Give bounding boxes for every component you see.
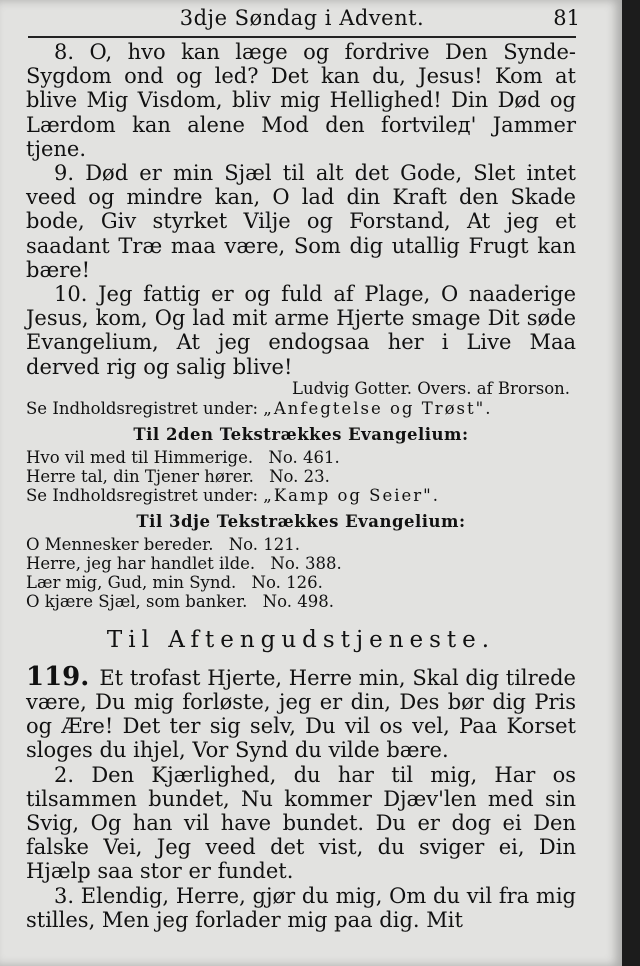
page-body [26, 40, 576, 932]
index-reference-topic: „Anfegtelse og Trøst". [263, 398, 493, 418]
hymn-attribution: Ludvig Gotter. Overs. af Brorson. [291, 378, 570, 398]
index-reference [26, 486, 576, 505]
hymn-ref-number: No. 121. [228, 534, 301, 554]
index-reference [26, 399, 576, 418]
section-2-heading: Til 2den Tekstrækkes Evangelium: [133, 424, 469, 444]
hymn-ref-title: Herre tal, din Tjener hører. [26, 466, 254, 486]
hymn-119-stanza-1-text: Et trofast Hjerte, Herre min, Skal dig tilrede være, Du mig forløste, jeg er din, Des bør dig Pris og Ære! Det ter sig selv, Du vil os vel, Paa Korset sloges du ihjel, Vor Synd du vilde bære. [26, 665, 576, 763]
index-reference-topic: „Kamp og Seier". [263, 485, 441, 505]
hymn-ref-number: No. 498. [262, 591, 334, 611]
hymn-number: 119. [26, 661, 90, 692]
list-item [26, 573, 576, 592]
hymn-119-stanza-1 [26, 661, 576, 763]
evening-service-heading: Til Aftengudstjeneste. [106, 626, 496, 653]
hymn-119-stanza-3: 3. Elendig, Herre, gjør du mig, Om du vil fra mig stilles, Men jeg forlader mig paa dig. Mit [26, 883, 576, 932]
hymn-ref-title: Hvo vil med til Himmerige. [26, 447, 254, 467]
list-item [26, 592, 576, 611]
page-header [28, 2, 580, 38]
hymn-119-stanza-2: 2. Den Kjærlighed, du har til mig, Har os tilsammen bundet, Nu kommer Djæv'len med sin Svig, Og han vil have bundet. Du er dog ei Den falske Vei, Jeg veed det vist, du sviger ei, Din Hjælp saa stor er fundet. [26, 762, 576, 884]
list-item [26, 467, 576, 486]
hymn-ref-number: No. 461. [268, 447, 340, 467]
stanza-8: 8. O, hvo kan læge og fordrive Den Synde-Sygdom ond og led? Det kan du, Jesus! Kom at blive Mig Visdom, bliv mig Hellighed! Din Død og Lærdom kan alene Mod den fortvilед' Jammer tjene. [26, 40, 576, 161]
section-3-heading: Til 3dje Tekstrækkes Evangelium: [136, 511, 466, 531]
hymn-ref-number: No. 126. [251, 572, 323, 592]
index-reference-prefix: Se Indholdsregistret under: [26, 485, 259, 505]
list-item [26, 554, 576, 573]
page-number: 81 [553, 6, 580, 30]
hymn-ref-title: Herre, jeg har handlet ilde. [26, 553, 256, 573]
index-reference-prefix: Se Indholdsregistret under: [26, 398, 259, 418]
stanza-10: 10. Jeg fattig er og fuld af Plage, O naaderige Jesus, kom, Og lad mit arme Hjerte smage Dit søde Evangelium, At jeg endogsaa her i Live Maa derved rig og salig blive! [26, 282, 576, 379]
hymn-ref-number: No. 23. [269, 466, 330, 486]
running-title: 3dje Søndag i Advent. [179, 6, 425, 30]
list-item [26, 448, 576, 467]
hymn-ref-number: No. 388. [270, 553, 342, 573]
hymn-ref-title: O kjære Sjæl, som banker. [26, 591, 248, 611]
list-item [26, 535, 576, 554]
hymn-ref-title: O Mennesker bereder. [26, 534, 214, 554]
hymn-ref-title: Lær mig, Gud, min Synd. [26, 572, 237, 592]
stanza-9: 9. Død er min Sjæl til alt det Gode, Slet intet veed og mindre kan, O lad din Kraft den Skade bode, Giv styrket Vilje og Forstand, At jeg et saadant Træ maa være, Som dig utallig Frugt kan bære! [26, 161, 576, 282]
